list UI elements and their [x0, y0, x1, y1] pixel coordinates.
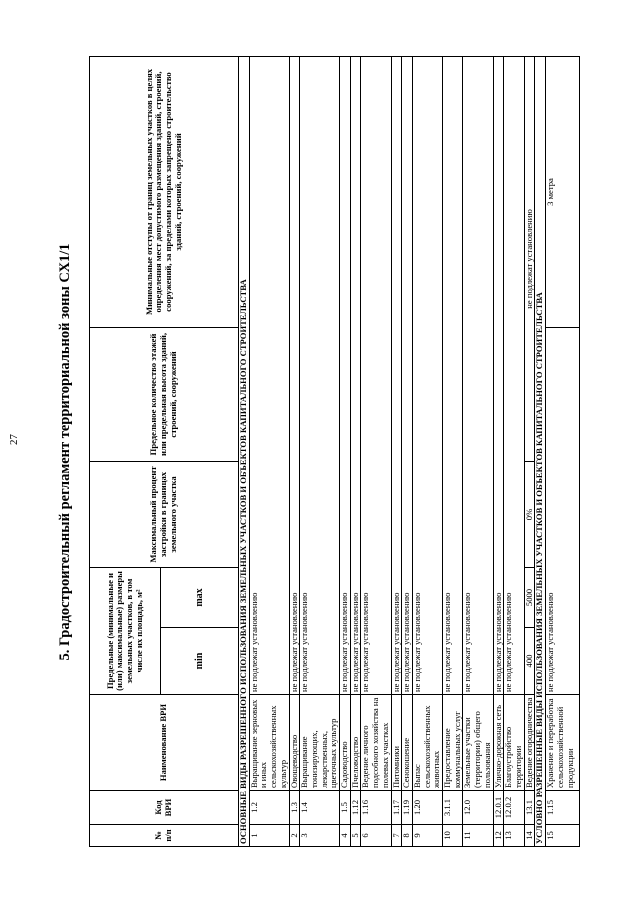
cell-size: не подлежат установлению [402, 56, 413, 694]
regulation-table [89, 56, 580, 847]
cell-num: 5 [350, 825, 361, 847]
cell-name: Предоставление коммунальных услуг [443, 695, 463, 791]
col-header-code: Код ВРИ [90, 791, 239, 825]
cell-name: Пчеловодство [350, 695, 361, 791]
table-row [493, 56, 504, 846]
cell-name: Земельные участки (территории) общего пользования [463, 695, 493, 791]
cell-code: 1.5 [340, 791, 351, 825]
cell-max: 5000 [524, 567, 535, 627]
table-row [249, 56, 289, 846]
cell-name: Улично-дорожная сеть [493, 695, 504, 791]
cell-num: 1 [249, 825, 289, 847]
cell-setback: 3 метра [546, 56, 580, 327]
cell-num: 15 [546, 825, 580, 847]
cell-num: 10 [443, 825, 463, 847]
cell-num: 6 [361, 825, 391, 847]
cell-name: Питомники [391, 695, 402, 791]
page-number: 27 [8, 434, 20, 445]
col-header-size: Предельные (минимальные и (или) максимальные) размеры земельных участков, в том числе их площадь, м² [90, 567, 161, 694]
cell-name: Садоводство [340, 695, 351, 791]
cell-code: 1.12 [350, 791, 361, 825]
table-row [504, 56, 524, 846]
header-row [90, 56, 161, 846]
cell-code: 13.1 [524, 791, 535, 825]
table-row [546, 56, 580, 846]
cell-name: Ведение личного подсобного хозяйства на полевых участках [361, 695, 391, 791]
cell-size: не подлежат установлению [350, 56, 361, 694]
section-row [535, 56, 546, 846]
cell-code: 1.15 [546, 791, 580, 825]
cell-size: не подлежат установлению [289, 56, 300, 694]
col-header-max: max [161, 567, 239, 627]
table-row [300, 56, 340, 846]
table-row [361, 56, 391, 846]
cell-code: 1.19 [402, 791, 413, 825]
cell-size: не подлежат установлению [340, 56, 351, 694]
cell-size: не подлежат установлению [546, 327, 580, 694]
table-row [463, 56, 493, 846]
section-row [239, 56, 250, 846]
cell-code: 1.16 [361, 791, 391, 825]
cell-num: 3 [300, 825, 340, 847]
col-header-min: min [161, 628, 239, 695]
cell-size: не подлежат установлению [412, 56, 442, 694]
page-title: 5. Градостроительный регламент территориальной зоны СХ1/1 [57, 243, 73, 661]
cell-code: 1.4 [300, 791, 340, 825]
section-title: ОСНОВНЫЕ ВИДЫ РАЗРЕШЕННОГО ИСПОЛЬЗОВАНИЯ ЗЕМЕЛЬНЫХ УЧАСТКОВ И ОБЪЕКТОВ КАПИТАЛЬНОГО СТРОИТЕЛЬСТВА [239, 56, 250, 846]
cell-size: не подлежат установлению [249, 56, 289, 694]
col-header-name: Наименование ВРИ [90, 695, 239, 791]
cell-code: 3.1.1 [443, 791, 463, 825]
table-row [391, 56, 402, 846]
cell-rest: не подлежат установлению [524, 56, 535, 461]
cell-percent: 0% [524, 461, 535, 567]
col-header-percent: Максимальный процент застройки в границах земельного участка [90, 461, 239, 567]
cell-code: 1.3 [289, 791, 300, 825]
table-row [443, 56, 463, 846]
cell-code: 12.0 [463, 791, 493, 825]
cell-name: Хранение и переработка сельскохозяйственной продукции [546, 695, 580, 791]
cell-size: не подлежат установлению [493, 56, 504, 694]
cell-code: 1.2 [249, 791, 289, 825]
cell-num: 4 [340, 825, 351, 847]
col-header-floors: Предельное количество этажей или предельная высота зданий, строений, сооружений [90, 327, 239, 461]
cell-num: 12 [493, 825, 504, 847]
cell-name: Овощеводство [289, 695, 300, 791]
rotated-page-content [57, 57, 582, 847]
cell-num: 2 [289, 825, 300, 847]
cell-code: 1.17 [391, 791, 402, 825]
table-row [340, 56, 351, 846]
cell-num: 11 [463, 825, 493, 847]
table-body [239, 56, 525, 846]
cell-name: Сенокошение [402, 695, 413, 791]
cell-num: 13 [504, 825, 524, 847]
col-header-setback: Минимальные отступы от границ земельных участков в целях определения мест допустимого размещения зданий, строений, сооружений, за пределами которых запрещено строительство зданий, строений, сооружений [90, 56, 239, 327]
cell-min: 400 [524, 628, 535, 695]
cell-name: Выращивание тонизирующих, лекарственных, цветочных культур [300, 695, 340, 791]
table-row [412, 56, 442, 846]
cell-size: не подлежат установлению [391, 56, 402, 694]
cell-code: 12.0.2 [504, 791, 524, 825]
cell-num: 14 [524, 825, 535, 847]
cell-code: 1.20 [412, 791, 442, 825]
cell-name: Выращивание зерновых и иных сельскохозяйственных культур [249, 695, 289, 791]
table-row [289, 56, 300, 846]
cell-size: не подлежат установлению [361, 56, 391, 694]
table-body-tail [524, 56, 579, 846]
cell-num: 9 [412, 825, 442, 847]
table-row [402, 56, 413, 846]
table-row [350, 56, 361, 846]
table-row [524, 56, 535, 846]
cell-num: 8 [402, 825, 413, 847]
col-header-num: № п/п [90, 825, 239, 847]
cell-name: Благоустройство территории [504, 695, 524, 791]
cell-size: не подлежат установлению [300, 56, 340, 694]
cell-size: не подлежат установлению [463, 56, 493, 694]
section-title: УСЛОВНО РАЗРЕШЕННЫЕ ВИДЫ ИСПОЛЬЗОВАНИЯ ЗЕМЕЛЬНЫХ УЧАСТКОВ И ОБЪЕКТОВ КАПИТАЛЬНОГО СТРОИТЕЛЬСТВА [535, 56, 546, 846]
cell-name: Ведение огородничества [524, 695, 535, 791]
cell-num: 7 [391, 825, 402, 847]
cell-size: не подлежат установлению [504, 56, 524, 694]
cell-name: Выпас сельскохозяйственных животных [412, 695, 442, 791]
cell-code: 12.0.1 [493, 791, 504, 825]
cell-size: не подлежат установлению [443, 56, 463, 694]
